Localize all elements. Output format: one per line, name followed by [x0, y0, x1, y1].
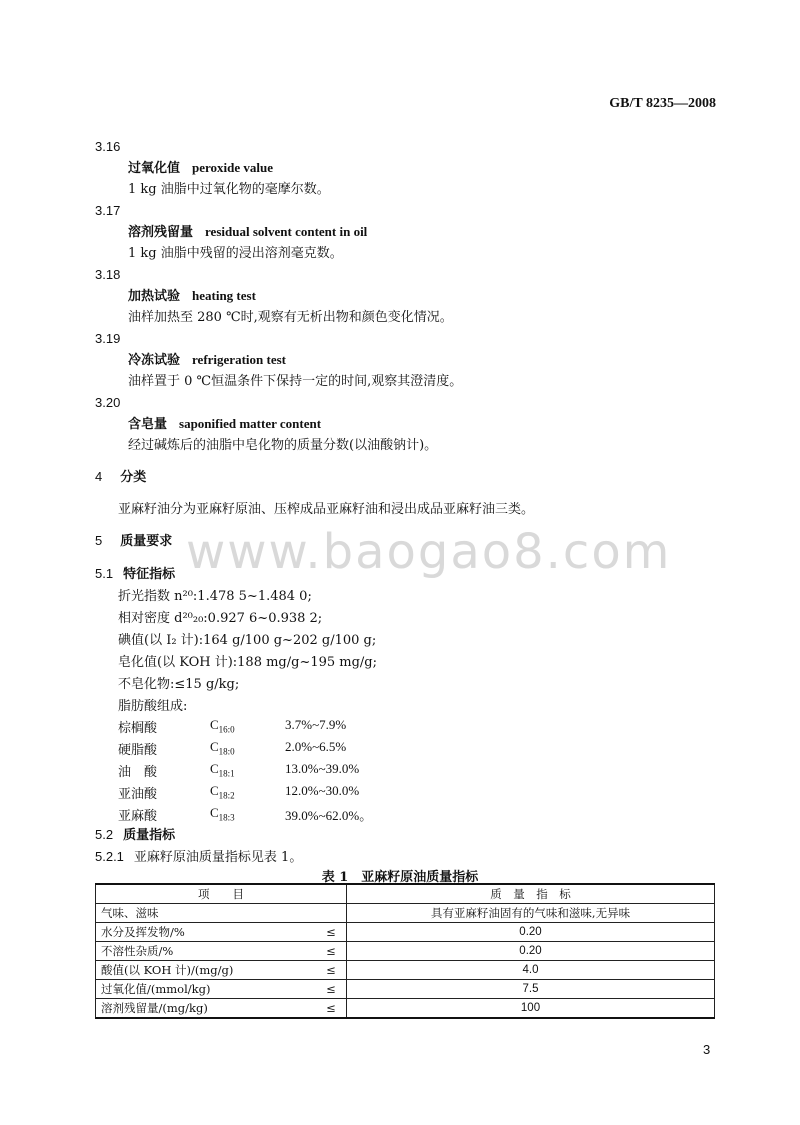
- row-value: 0.20: [347, 942, 715, 961]
- refractive-index-line: 折光指数 n²⁰:1.478 5~1.484 0;: [118, 589, 312, 604]
- table-header-row: [96, 884, 715, 904]
- clause-5-2-1: [95, 846, 302, 865]
- clause-number: 3.19: [95, 331, 121, 346]
- header-item: 项 目: [96, 884, 347, 904]
- row-item: 气味、滋味: [96, 904, 347, 923]
- section-number: 5.1: [95, 566, 114, 581]
- table-row: [96, 999, 715, 1019]
- row-item: 过氧化值/(mmol/kg): [96, 980, 317, 999]
- row-item: 水分及挥发物/%: [96, 923, 317, 942]
- definition-text: 油样置于 0 ℃恒温条件下保持一定的时间,观察其澄清度。: [128, 374, 463, 389]
- section-title: 分类: [120, 470, 147, 485]
- term-zh: 加热试验: [128, 289, 181, 304]
- fatty-acid-code: $C_{18:0}$: [210, 739, 235, 757]
- row-item: 溶剂残留量/(mg/kg): [96, 999, 317, 1019]
- term-zh: 过氧化值: [128, 161, 181, 176]
- section-number: 5.2: [95, 827, 114, 842]
- clause-text: 亚麻籽原油质量指标见表 1。: [133, 850, 303, 865]
- term-en: peroxide value: [192, 160, 274, 175]
- term-en: saponified matter content: [179, 416, 322, 431]
- saponification-value-line: 皂化值(以 KOH 计):188 mg/g~195 mg/g;: [118, 655, 378, 670]
- term-heading: [128, 221, 367, 240]
- term-heading: [128, 413, 321, 432]
- section-number: 4: [95, 469, 103, 484]
- section-title: 质量要求: [120, 534, 173, 549]
- section-heading-5-2: [95, 824, 175, 843]
- fatty-acid-range: 39.0%~62.0%。: [285, 808, 373, 823]
- term-heading: [128, 349, 286, 368]
- clause-number: 3.17: [95, 203, 121, 218]
- section-heading-5-1: [95, 563, 175, 582]
- definition-text: 油样加热至 280 ℃时,观察有无析出物和颜色变化情况。: [128, 310, 453, 325]
- fatty-acid-code: $C_{18:1}$: [210, 761, 235, 779]
- definition-text: 1 kg 油脂中过氧化物的毫摩尔数。: [128, 182, 330, 197]
- fatty-acid-range: 2.0%~6.5%: [285, 739, 347, 754]
- row-operator: ≤: [316, 961, 347, 980]
- iodine-value-line: 碘值(以 I₂ 计):164 g/100 g~202 g/100 g;: [118, 633, 377, 648]
- definition-text: 1 kg 油脂中残留的浸出溶剂毫克数。: [128, 246, 343, 261]
- row-item: 酸值(以 KOH 计)/(mg/g): [96, 961, 317, 980]
- term-en: residual solvent content in oil: [205, 224, 368, 239]
- watermark: www.baogao8.com: [186, 524, 672, 580]
- standard-id: GB/T 8235—2008: [609, 96, 716, 111]
- unsaponifiable-line: 不皂化物:≤15 g/kg;: [118, 677, 240, 692]
- fatty-acid-range: 3.7%~7.9%: [285, 717, 347, 732]
- term-zh: 溶剂残留量: [128, 225, 194, 240]
- table-row: [96, 923, 715, 942]
- fatty-acid-code: $C_{16:0}$: [210, 717, 235, 735]
- row-value: 0.20: [347, 923, 715, 942]
- fatty-acid-name: 油 酸: [118, 765, 158, 780]
- row-value: 7.5: [347, 980, 715, 999]
- fatty-acid-range: 13.0%~39.0%: [285, 761, 360, 776]
- row-operator: ≤: [316, 999, 347, 1019]
- section-4-text: 亚麻籽油分为亚麻籽原油、压榨成品亚麻籽油和浸出成品亚麻籽油三类。: [118, 502, 535, 517]
- table-caption: 表 1 亚麻籽原油质量指标: [321, 870, 479, 885]
- section-title: 质量指标: [123, 828, 176, 843]
- relative-density-line: 相对密度 d²⁰₂₀:0.927 6~0.938 2;: [118, 611, 323, 626]
- section-title: 特征指标: [123, 567, 176, 582]
- quality-table: [95, 883, 715, 1019]
- definition-text: 经过碱炼后的油脂中皂化物的质量分数(以油酸钠计)。: [128, 438, 438, 453]
- section-heading-4: [95, 466, 146, 485]
- page-number: 3: [703, 1042, 711, 1057]
- fatty-acid-code: $C_{18:2}$: [210, 783, 235, 801]
- section-number: 5.2.1: [95, 849, 124, 864]
- fatty-acid-heading: 脂肪酸组成:: [118, 699, 188, 714]
- term-en: refrigeration test: [192, 352, 286, 367]
- row-value: 100: [347, 999, 715, 1019]
- term-zh: 冷冻试验: [128, 353, 181, 368]
- term-heading: [128, 157, 273, 176]
- fatty-acid-name: 棕榈酸: [118, 721, 158, 736]
- fatty-acid-name: 亚油酸: [118, 787, 158, 802]
- row-operator: ≤: [316, 980, 347, 999]
- table-row: [96, 942, 715, 961]
- clause-number: 3.18: [95, 267, 121, 282]
- term-en: heating test: [192, 288, 256, 303]
- table-row: [96, 980, 715, 999]
- clause-number: 3.16: [95, 139, 121, 154]
- row-value: 4.0: [347, 961, 715, 980]
- row-operator: ≤: [316, 923, 347, 942]
- clause-number: 3.20: [95, 395, 121, 410]
- fatty-acid-code: $C_{18:3}$: [210, 805, 235, 823]
- table-row: [96, 904, 715, 923]
- header-value: 质 量 指 标: [347, 884, 715, 904]
- row-item: 不溶性杂质/%: [96, 942, 317, 961]
- table-row: [96, 961, 715, 980]
- section-heading-5: [95, 530, 172, 549]
- term-heading: [128, 285, 256, 304]
- row-value: 具有亚麻籽油固有的气味和滋味,无异味: [347, 904, 715, 923]
- section-number: 5: [95, 533, 103, 548]
- fatty-acid-range: 12.0%~30.0%: [285, 783, 360, 798]
- fatty-acid-name: 硬脂酸: [118, 743, 158, 758]
- fatty-acid-name: 亚麻酸: [118, 809, 158, 824]
- row-operator: ≤: [316, 942, 347, 961]
- term-zh: 含皂量: [128, 417, 168, 432]
